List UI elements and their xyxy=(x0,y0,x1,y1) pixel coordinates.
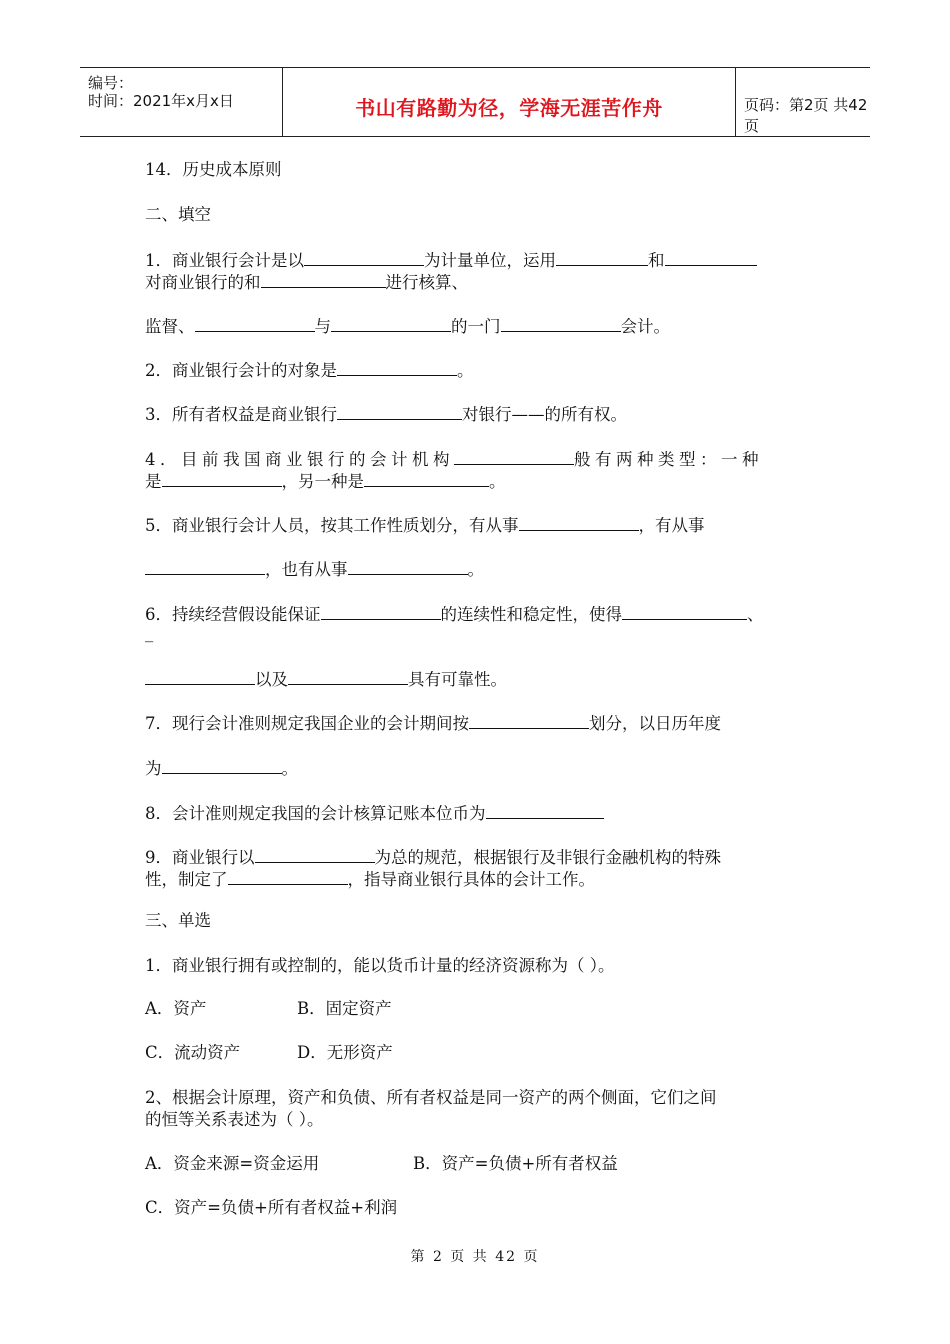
text: 和 xyxy=(648,251,665,270)
option-a: A．资产 xyxy=(145,999,207,1018)
text: ，指导商业银行具体的会计工作。 xyxy=(347,870,595,889)
choice-question-1: 1．商业银行拥有或控制的，能以货币计量的经济资源称为（ ）。 xyxy=(145,956,615,975)
text: 是 xyxy=(145,472,162,491)
page-footer: 第 2 页 共 42 页 xyxy=(410,1249,540,1265)
text: 。 xyxy=(457,361,474,380)
choice-1-options-row-2 xyxy=(145,1042,393,1064)
answer-blank xyxy=(162,756,282,774)
text: 般有两种类型：一种 xyxy=(574,450,763,469)
question-1-line-2 xyxy=(145,270,468,294)
answer-blank xyxy=(556,248,648,266)
text: 9．商业银行以 xyxy=(145,848,255,867)
text: 1．商业银行会计是以 xyxy=(145,251,304,270)
question-5-line-2 xyxy=(145,557,484,581)
section-fill-in-heading: 二、填空 xyxy=(145,205,211,224)
answer-blank xyxy=(469,711,589,729)
answer-blank xyxy=(665,248,757,266)
page-header-table xyxy=(80,67,870,137)
answer-blank xyxy=(364,469,489,487)
answer-blank xyxy=(195,314,315,332)
choice-2-options-row-2: C．资产=负债+所有者权益+利润 xyxy=(145,1198,398,1217)
text: 划分，以日历年度 xyxy=(589,714,721,733)
answer-blank xyxy=(145,667,255,685)
text: 具有可靠性。 xyxy=(408,670,507,689)
section-single-choice-heading: 三、单选 xyxy=(145,911,211,930)
question-6-line-1 xyxy=(145,602,764,626)
question-5-line-1 xyxy=(145,513,705,537)
choice-question-2-line-2: 的恒等关系表述为（ ）。 xyxy=(145,1110,324,1129)
answer-blank xyxy=(321,602,441,620)
text: 与 xyxy=(314,317,331,336)
header-motto-cell xyxy=(282,68,736,136)
answer-blank xyxy=(261,270,386,288)
text: 为总的规范，根据银行及非银行金融机构的特殊 xyxy=(374,848,721,867)
answer-blank xyxy=(519,513,639,531)
answer-blank xyxy=(255,845,375,863)
answer-blank xyxy=(337,358,457,376)
answer-blank xyxy=(228,867,348,885)
text: 的连续性和稳定性，使得 xyxy=(440,605,622,624)
text: 会计。 xyxy=(620,317,670,336)
option-a: A．资金来源=资金运用 xyxy=(145,1154,320,1173)
text: 性，制定了 xyxy=(145,870,228,889)
answer-blank xyxy=(501,314,621,332)
text: 以及 xyxy=(255,670,288,689)
header-page-cell xyxy=(734,68,870,136)
question-9-line-2 xyxy=(145,867,595,891)
choice-2-options-row-1 xyxy=(145,1153,618,1175)
text: 6．持续经营假设能保证 xyxy=(145,605,321,624)
answer-blank xyxy=(337,402,462,420)
option-d: D．无形资产 xyxy=(297,1043,393,1062)
text: 的一门 xyxy=(451,317,501,336)
text: 3．所有者权益是商业银行 xyxy=(145,405,337,424)
text: 8．会计准则规定我国的会计核算记账本位币为 xyxy=(145,804,486,823)
text: 对商业银行的和 xyxy=(145,273,261,292)
question-7-line-2 xyxy=(145,756,298,780)
text: 为计量单位，运用 xyxy=(424,251,556,270)
header-motto: 书山有路勤为径，学海无涯苦作舟 xyxy=(355,96,663,120)
answer-blank xyxy=(348,557,468,575)
question-1-line-3 xyxy=(145,314,670,338)
text: 7．现行会计准则规定我国企业的会计期间按 xyxy=(145,714,469,733)
item-14: 14．历史成本原则 xyxy=(145,160,282,179)
question-7-line-1 xyxy=(145,711,721,735)
answer-blank xyxy=(331,314,451,332)
text: 。 xyxy=(467,560,484,579)
answer-blank xyxy=(304,248,424,266)
question-9-line-1 xyxy=(145,845,721,869)
answer-blank xyxy=(162,469,282,487)
answer-blank xyxy=(145,557,265,575)
question-1-line-1 xyxy=(145,248,757,272)
question-8 xyxy=(145,801,604,825)
option-b: B．固定资产 xyxy=(297,999,392,1018)
text: 监督、 xyxy=(145,317,195,336)
question-3 xyxy=(145,402,627,426)
option-c: C．流动资产 xyxy=(145,1043,241,1062)
text: 对银行——的所有权。 xyxy=(462,405,627,424)
text: ，也有从事 xyxy=(265,560,348,579)
header-info-cell xyxy=(80,68,282,136)
question-4-line-1 xyxy=(145,447,763,471)
doc-number-label: 编号： xyxy=(88,74,134,92)
question-6-underscore: _ xyxy=(145,623,154,642)
option-b: B．资产=负债+所有者权益 xyxy=(413,1154,618,1173)
text: 为 xyxy=(145,759,162,778)
text: 5．商业银行会计人员，按其工作性质划分，有从事 xyxy=(145,516,519,535)
text: 。 xyxy=(281,759,298,778)
answer-blank xyxy=(622,602,747,620)
doc-date-label: 时间：2021年x月x日 xyxy=(88,92,234,110)
question-6-line-3 xyxy=(145,667,507,691)
choice-1-options-row-1 xyxy=(145,998,392,1020)
answer-blank xyxy=(454,447,574,465)
text: ，有从事 xyxy=(638,516,705,535)
text: 4．目前我国商业银行的会计机构 xyxy=(145,450,454,469)
choice-question-2-line-1: 2、根据会计原理，资产和负债、所有者权益是同一资产的两个侧面，它们之间 xyxy=(145,1088,717,1107)
text: ，另一种是 xyxy=(281,472,364,491)
answer-blank xyxy=(288,667,408,685)
text: 、 xyxy=(747,605,764,624)
text: 2．商业银行会计的对象是 xyxy=(145,361,337,380)
question-2 xyxy=(145,358,474,382)
answer-blank xyxy=(486,801,604,819)
question-4-line-2 xyxy=(145,469,506,493)
text: 。 xyxy=(489,472,506,491)
text: 进行核算、 xyxy=(385,273,468,292)
header-page-number: 页码：第2页 共42页 xyxy=(744,96,868,135)
